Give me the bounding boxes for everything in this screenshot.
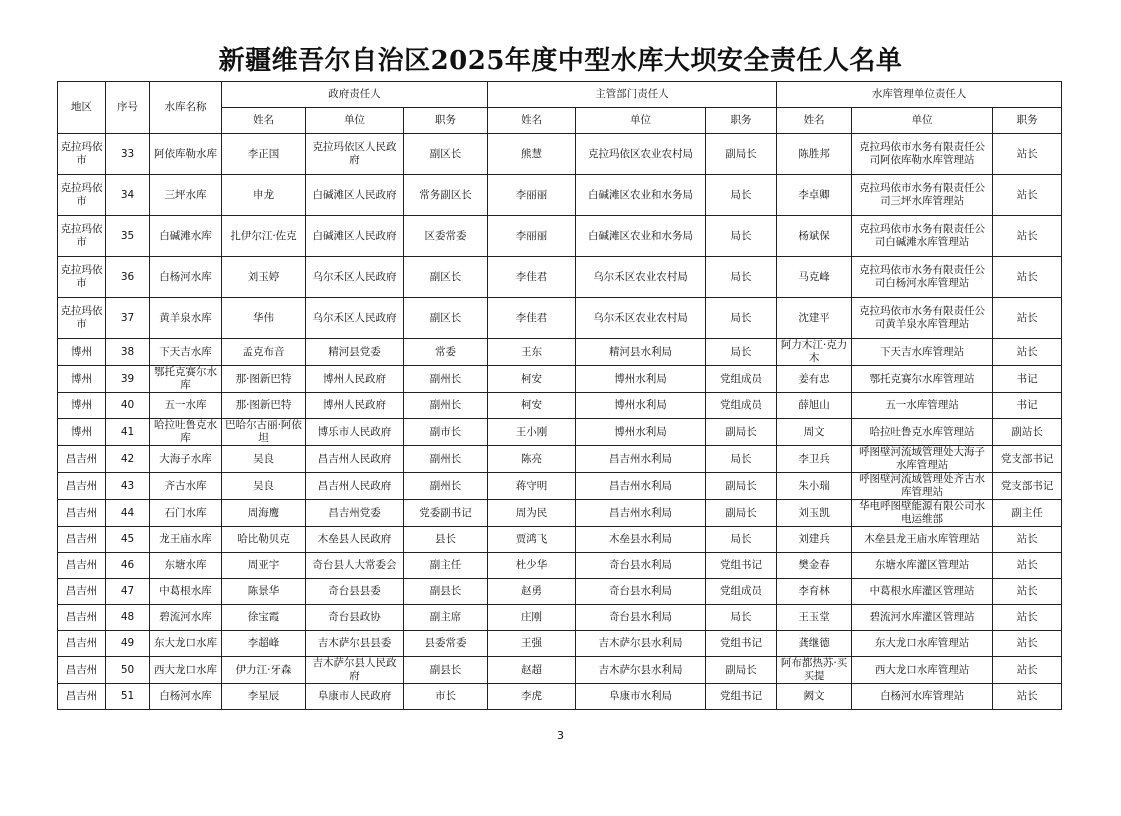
cell-gov-name: 那·图新巴特 [222, 366, 306, 393]
cell-gov-name: 周亚宇 [222, 553, 306, 579]
cell-seq: 47 [106, 579, 150, 605]
cell-gov-pos: 副州长 [404, 473, 488, 500]
cell-region: 博州 [58, 339, 106, 366]
cell-reservoir: 龙王庙水库 [150, 527, 222, 553]
table-row [58, 419, 1062, 446]
cell-reservoir: 石门水库 [150, 500, 222, 527]
header-dept-position: 职务 [706, 108, 777, 134]
cell-mgmt-name: 薛旭山 [777, 393, 852, 419]
cell-reservoir: 阿依库勒水库 [150, 134, 222, 175]
cell-region: 昌吉州 [58, 527, 106, 553]
cell-region: 昌吉州 [58, 605, 106, 631]
cell-region: 昌吉州 [58, 684, 106, 710]
cell-mgmt-name: 龚继德 [777, 631, 852, 657]
cell-seq: 48 [106, 605, 150, 631]
cell-mgmt-unit: 中葛根水库灌区管理站 [852, 579, 993, 605]
cell-gov-name: 李正国 [222, 134, 306, 175]
cell-dept-name: 周为民 [488, 500, 576, 527]
table-row [58, 366, 1062, 393]
cell-reservoir: 下天吉水库 [150, 339, 222, 366]
table-row [58, 684, 1062, 710]
cell-mgmt-unit: 呼图壁河流域管理处大海子水库管理站 [852, 446, 993, 473]
cell-region: 昌吉州 [58, 553, 106, 579]
cell-seq: 40 [106, 393, 150, 419]
table-row [58, 579, 1062, 605]
cell-mgmt-name: 李卫兵 [777, 446, 852, 473]
cell-gov-pos: 区委常委 [404, 216, 488, 257]
cell-dept-name: 李虎 [488, 684, 576, 710]
cell-dept-unit: 精河县水利局 [576, 339, 706, 366]
cell-gov-unit: 博州人民政府 [306, 366, 404, 393]
cell-dept-pos: 党组书记 [706, 684, 777, 710]
table-row [58, 500, 1062, 527]
cell-gov-name: 吴良 [222, 446, 306, 473]
cell-mgmt-unit: 克拉玛依市水务有限责任公司阿依库勒水库管理站 [852, 134, 993, 175]
cell-mgmt-name: 沈建平 [777, 298, 852, 339]
cell-region: 昌吉州 [58, 657, 106, 684]
cell-dept-pos: 局长 [706, 339, 777, 366]
cell-gov-pos: 常务副区长 [404, 175, 488, 216]
cell-gov-name: 徐宝霞 [222, 605, 306, 631]
cell-seq: 46 [106, 553, 150, 579]
cell-gov-pos: 副区长 [404, 134, 488, 175]
cell-dept-name: 李佳君 [488, 257, 576, 298]
cell-gov-name: 李星辰 [222, 684, 306, 710]
cell-mgmt-name: 周文 [777, 419, 852, 446]
cell-mgmt-pos: 站长 [993, 657, 1062, 684]
cell-dept-pos: 党组成员 [706, 579, 777, 605]
cell-dept-pos: 副局长 [706, 657, 777, 684]
header-mgmt-position: 职务 [993, 108, 1062, 134]
cell-region: 昌吉州 [58, 500, 106, 527]
cell-dept-name: 王小刚 [488, 419, 576, 446]
header-gov-group: 政府责任人 [222, 82, 488, 108]
cell-dept-unit: 乌尔禾区农业农村局 [576, 257, 706, 298]
cell-dept-unit: 阜康市水利局 [576, 684, 706, 710]
cell-seq: 49 [106, 631, 150, 657]
cell-gov-name: 李超峰 [222, 631, 306, 657]
cell-dept-unit: 博州水利局 [576, 366, 706, 393]
cell-seq: 35 [106, 216, 150, 257]
table-row [58, 605, 1062, 631]
cell-reservoir: 东塘水库 [150, 553, 222, 579]
cell-gov-pos: 党委副书记 [404, 500, 488, 527]
cell-dept-name: 赵超 [488, 657, 576, 684]
cell-gov-name: 那·图新巴特 [222, 393, 306, 419]
cell-dept-name: 庄刚 [488, 605, 576, 631]
cell-gov-unit: 克拉玛依区人民政府 [306, 134, 404, 175]
cell-region: 昌吉州 [58, 446, 106, 473]
cell-region: 昌吉州 [58, 579, 106, 605]
cell-seq: 51 [106, 684, 150, 710]
cell-mgmt-pos: 党支部书记 [993, 446, 1062, 473]
cell-seq: 37 [106, 298, 150, 339]
cell-dept-unit: 克拉玛依区农业农村局 [576, 134, 706, 175]
cell-dept-name: 王强 [488, 631, 576, 657]
cell-mgmt-name: 姜有忠 [777, 366, 852, 393]
header-region: 地区 [58, 82, 106, 134]
cell-reservoir: 白碱滩水库 [150, 216, 222, 257]
cell-reservoir: 鄂托克赛尔水库 [150, 366, 222, 393]
cell-seq: 38 [106, 339, 150, 366]
table-row [58, 527, 1062, 553]
cell-region: 昌吉州 [58, 631, 106, 657]
cell-gov-unit: 博州人民政府 [306, 393, 404, 419]
cell-dept-unit: 昌吉州水利局 [576, 446, 706, 473]
cell-dept-pos: 党组成员 [706, 366, 777, 393]
cell-seq: 39 [106, 366, 150, 393]
cell-dept-unit: 昌吉州水利局 [576, 473, 706, 500]
cell-dept-pos: 党组书记 [706, 553, 777, 579]
cell-mgmt-pos: 副主任 [993, 500, 1062, 527]
cell-gov-pos: 常委 [404, 339, 488, 366]
cell-gov-name: 周海鹰 [222, 500, 306, 527]
cell-dept-name: 柯安 [488, 393, 576, 419]
cell-gov-pos: 市长 [404, 684, 488, 710]
cell-mgmt-unit: 克拉玛依市水务有限责任公司白碱滩水库管理站 [852, 216, 993, 257]
cell-dept-pos: 局长 [706, 175, 777, 216]
cell-gov-pos: 副州长 [404, 366, 488, 393]
cell-gov-unit: 白碱滩区人民政府 [306, 216, 404, 257]
cell-gov-unit: 乌尔禾区人民政府 [306, 257, 404, 298]
cell-mgmt-unit: 克拉玛依市水务有限责任公司白杨河水库管理站 [852, 257, 993, 298]
cell-gov-name: 巴哈尔古丽·阿依坦 [222, 419, 306, 446]
cell-gov-unit: 昌吉州人民政府 [306, 473, 404, 500]
cell-dept-pos: 局长 [706, 446, 777, 473]
cell-gov-name: 吴良 [222, 473, 306, 500]
cell-seq: 45 [106, 527, 150, 553]
cell-mgmt-pos: 党支部书记 [993, 473, 1062, 500]
cell-region: 克拉玛依市 [58, 134, 106, 175]
cell-dept-pos: 局长 [706, 298, 777, 339]
cell-mgmt-unit: 白杨河水库管理站 [852, 684, 993, 710]
cell-gov-pos: 副县长 [404, 657, 488, 684]
cell-mgmt-name: 马克峰 [777, 257, 852, 298]
cell-seq: 42 [106, 446, 150, 473]
cell-reservoir: 三坪水库 [150, 175, 222, 216]
cell-dept-pos: 局长 [706, 216, 777, 257]
cell-dept-unit: 奇台县水利局 [576, 553, 706, 579]
cell-dept-pos: 党组成员 [706, 393, 777, 419]
cell-gov-pos: 县长 [404, 527, 488, 553]
table-row [58, 134, 1062, 175]
table-row [58, 631, 1062, 657]
cell-mgmt-name: 杨斌保 [777, 216, 852, 257]
cell-mgmt-pos: 站长 [993, 605, 1062, 631]
table-row [58, 339, 1062, 366]
cell-dept-pos: 局长 [706, 257, 777, 298]
cell-mgmt-name: 樊金春 [777, 553, 852, 579]
cell-mgmt-unit: 西大龙口水库管理站 [852, 657, 993, 684]
responsibility-table [57, 81, 1062, 710]
header-dept-group: 主管部门责任人 [488, 82, 777, 108]
cell-dept-unit: 奇台县水利局 [576, 579, 706, 605]
cell-gov-name: 华伟 [222, 298, 306, 339]
header-seq: 序号 [106, 82, 150, 134]
cell-gov-pos: 副主任 [404, 553, 488, 579]
cell-gov-pos: 县委常委 [404, 631, 488, 657]
header-mgmt-name: 姓名 [777, 108, 852, 134]
cell-dept-unit: 奇台县水利局 [576, 605, 706, 631]
cell-mgmt-name: 李卓卿 [777, 175, 852, 216]
header-gov-position: 职务 [404, 108, 488, 134]
cell-gov-unit: 阜康市人民政府 [306, 684, 404, 710]
cell-reservoir: 五一水库 [150, 393, 222, 419]
cell-gov-name: 哈比勒贝克 [222, 527, 306, 553]
cell-mgmt-name: 朱小瑞 [777, 473, 852, 500]
cell-gov-pos: 副市长 [404, 419, 488, 446]
cell-mgmt-pos: 站长 [993, 684, 1062, 710]
cell-dept-name: 柯安 [488, 366, 576, 393]
cell-gov-pos: 副县长 [404, 579, 488, 605]
cell-dept-unit: 白碱滩区农业和水务局 [576, 175, 706, 216]
cell-seq: 36 [106, 257, 150, 298]
cell-gov-name: 伊力江·牙森 [222, 657, 306, 684]
cell-gov-name: 陈景华 [222, 579, 306, 605]
cell-region: 克拉玛依市 [58, 257, 106, 298]
header-row-groups [58, 82, 1062, 108]
cell-mgmt-name: 王玉堂 [777, 605, 852, 631]
table-row [58, 298, 1062, 339]
cell-mgmt-unit: 呼图壁河流域管理处齐古水库管理站 [852, 473, 993, 500]
cell-mgmt-pos: 站长 [993, 175, 1062, 216]
cell-mgmt-pos: 书记 [993, 393, 1062, 419]
cell-mgmt-unit: 木垒县龙王庙水库管理站 [852, 527, 993, 553]
cell-gov-name: 申龙 [222, 175, 306, 216]
cell-mgmt-unit: 鄂托克赛尔水库管理站 [852, 366, 993, 393]
cell-seq: 43 [106, 473, 150, 500]
cell-mgmt-name: 阿力木江·克力木 [777, 339, 852, 366]
header-gov-name: 姓名 [222, 108, 306, 134]
cell-mgmt-name: 李育林 [777, 579, 852, 605]
cell-reservoir: 东大龙口水库 [150, 631, 222, 657]
cell-mgmt-name: 阙文 [777, 684, 852, 710]
cell-mgmt-pos: 副站长 [993, 419, 1062, 446]
cell-dept-unit: 博州水利局 [576, 393, 706, 419]
cell-gov-unit: 昌吉州人民政府 [306, 446, 404, 473]
cell-gov-unit: 精河县党委 [306, 339, 404, 366]
cell-mgmt-name: 陈胜邦 [777, 134, 852, 175]
header-dept-unit: 单位 [576, 108, 706, 134]
table-row [58, 473, 1062, 500]
cell-seq: 50 [106, 657, 150, 684]
cell-dept-pos: 副局长 [706, 500, 777, 527]
cell-dept-unit: 博州水利局 [576, 419, 706, 446]
cell-mgmt-name: 刘玉凯 [777, 500, 852, 527]
cell-dept-name: 蒋守明 [488, 473, 576, 500]
cell-region: 克拉玛依市 [58, 216, 106, 257]
cell-reservoir: 大海子水库 [150, 446, 222, 473]
cell-dept-name: 陈亮 [488, 446, 576, 473]
cell-gov-unit: 博乐市人民政府 [306, 419, 404, 446]
cell-dept-pos: 局长 [706, 527, 777, 553]
cell-dept-pos: 副局长 [706, 473, 777, 500]
cell-dept-name: 熊慧 [488, 134, 576, 175]
table-row [58, 657, 1062, 684]
cell-gov-pos: 副州长 [404, 446, 488, 473]
header-dept-name: 姓名 [488, 108, 576, 134]
cell-mgmt-pos: 站长 [993, 631, 1062, 657]
cell-mgmt-unit: 东大龙口水库管理站 [852, 631, 993, 657]
table-row [58, 257, 1062, 298]
cell-mgmt-name: 阿布都热苏·买买提 [777, 657, 852, 684]
page-number: 3 [557, 729, 564, 742]
document-title: 新疆维吾尔自治区2025年度中型水库大坝安全责任人名单 [218, 46, 903, 76]
cell-reservoir: 哈拉吐鲁克水库 [150, 419, 222, 446]
cell-gov-name: 刘玉婷 [222, 257, 306, 298]
cell-reservoir: 黄羊泉水库 [150, 298, 222, 339]
cell-mgmt-unit: 华电呼图壁能源有限公司水电运维部 [852, 500, 993, 527]
cell-reservoir: 西大龙口水库 [150, 657, 222, 684]
header-mgmt-unit: 单位 [852, 108, 993, 134]
cell-dept-pos: 党组书记 [706, 631, 777, 657]
cell-dept-name: 杜少华 [488, 553, 576, 579]
cell-gov-name: 孟克布音 [222, 339, 306, 366]
cell-gov-unit: 乌尔禾区人民政府 [306, 298, 404, 339]
cell-reservoir: 碧流河水库 [150, 605, 222, 631]
cell-mgmt-unit: 哈拉吐鲁克水库管理站 [852, 419, 993, 446]
cell-gov-unit: 昌吉州党委 [306, 500, 404, 527]
cell-mgmt-name: 刘建兵 [777, 527, 852, 553]
cell-reservoir: 中葛根水库 [150, 579, 222, 605]
cell-mgmt-unit: 克拉玛依市水务有限责任公司三坪水库管理站 [852, 175, 993, 216]
cell-mgmt-unit: 碧流河水库灌区管理站 [852, 605, 993, 631]
cell-reservoir: 白杨河水库 [150, 257, 222, 298]
table-row [58, 553, 1062, 579]
cell-mgmt-pos: 站长 [993, 298, 1062, 339]
cell-gov-unit: 吉木萨尔县人民政府 [306, 657, 404, 684]
cell-mgmt-pos: 站长 [993, 339, 1062, 366]
cell-mgmt-pos: 站长 [993, 216, 1062, 257]
cell-gov-name: 扎伊尔江·佐克 [222, 216, 306, 257]
cell-gov-unit: 奇台县人大常委会 [306, 553, 404, 579]
header-mgmt-group: 水库管理单位责任人 [777, 82, 1062, 108]
cell-region: 博州 [58, 366, 106, 393]
cell-gov-pos: 副州长 [404, 393, 488, 419]
table-row [58, 175, 1062, 216]
cell-mgmt-pos: 站长 [993, 553, 1062, 579]
cell-mgmt-pos: 站长 [993, 527, 1062, 553]
cell-mgmt-unit: 克拉玛依市水务有限责任公司黄羊泉水库管理站 [852, 298, 993, 339]
cell-region: 昌吉州 [58, 473, 106, 500]
cell-mgmt-pos: 书记 [993, 366, 1062, 393]
cell-region: 博州 [58, 419, 106, 446]
cell-region: 博州 [58, 393, 106, 419]
cell-seq: 41 [106, 419, 150, 446]
cell-dept-unit: 乌尔禾区农业农村局 [576, 298, 706, 339]
cell-dept-unit: 木垒县水利局 [576, 527, 706, 553]
cell-seq: 44 [106, 500, 150, 527]
cell-mgmt-unit: 东塘水库灌区管理站 [852, 553, 993, 579]
cell-mgmt-unit: 五一水库管理站 [852, 393, 993, 419]
cell-dept-name: 李丽丽 [488, 175, 576, 216]
header-reservoir: 水库名称 [150, 82, 222, 134]
cell-region: 克拉玛依市 [58, 298, 106, 339]
cell-dept-name: 李丽丽 [488, 216, 576, 257]
cell-dept-pos: 副局长 [706, 134, 777, 175]
cell-mgmt-unit: 下天吉水库管理站 [852, 339, 993, 366]
cell-gov-unit: 白碱滩区人民政府 [306, 175, 404, 216]
cell-gov-unit: 奇台县政协 [306, 605, 404, 631]
cell-dept-unit: 昌吉州水利局 [576, 500, 706, 527]
cell-gov-pos: 副主席 [404, 605, 488, 631]
cell-dept-pos: 副局长 [706, 419, 777, 446]
table-body [58, 134, 1062, 710]
table-row [58, 216, 1062, 257]
cell-seq: 34 [106, 175, 150, 216]
header-gov-unit: 单位 [306, 108, 404, 134]
cell-reservoir: 齐古水库 [150, 473, 222, 500]
cell-dept-name: 王东 [488, 339, 576, 366]
cell-gov-unit: 木垒县人民政府 [306, 527, 404, 553]
cell-mgmt-pos: 站长 [993, 257, 1062, 298]
table-row [58, 393, 1062, 419]
cell-region: 克拉玛依市 [58, 175, 106, 216]
cell-dept-name: 贾鸿飞 [488, 527, 576, 553]
cell-dept-name: 赵勇 [488, 579, 576, 605]
cell-gov-pos: 副区长 [404, 257, 488, 298]
cell-gov-unit: 吉木萨尔县县委 [306, 631, 404, 657]
cell-dept-unit: 吉木萨尔县水利局 [576, 657, 706, 684]
cell-mgmt-pos: 站长 [993, 579, 1062, 605]
cell-reservoir: 白杨河水库 [150, 684, 222, 710]
cell-gov-unit: 奇台县县委 [306, 579, 404, 605]
cell-dept-name: 李佳君 [488, 298, 576, 339]
cell-dept-unit: 吉木萨尔县水利局 [576, 631, 706, 657]
cell-gov-pos: 副区长 [404, 298, 488, 339]
cell-seq: 33 [106, 134, 150, 175]
cell-dept-pos: 局长 [706, 605, 777, 631]
table-row [58, 446, 1062, 473]
cell-dept-unit: 白碱滩区农业和水务局 [576, 216, 706, 257]
cell-mgmt-pos: 站长 [993, 134, 1062, 175]
